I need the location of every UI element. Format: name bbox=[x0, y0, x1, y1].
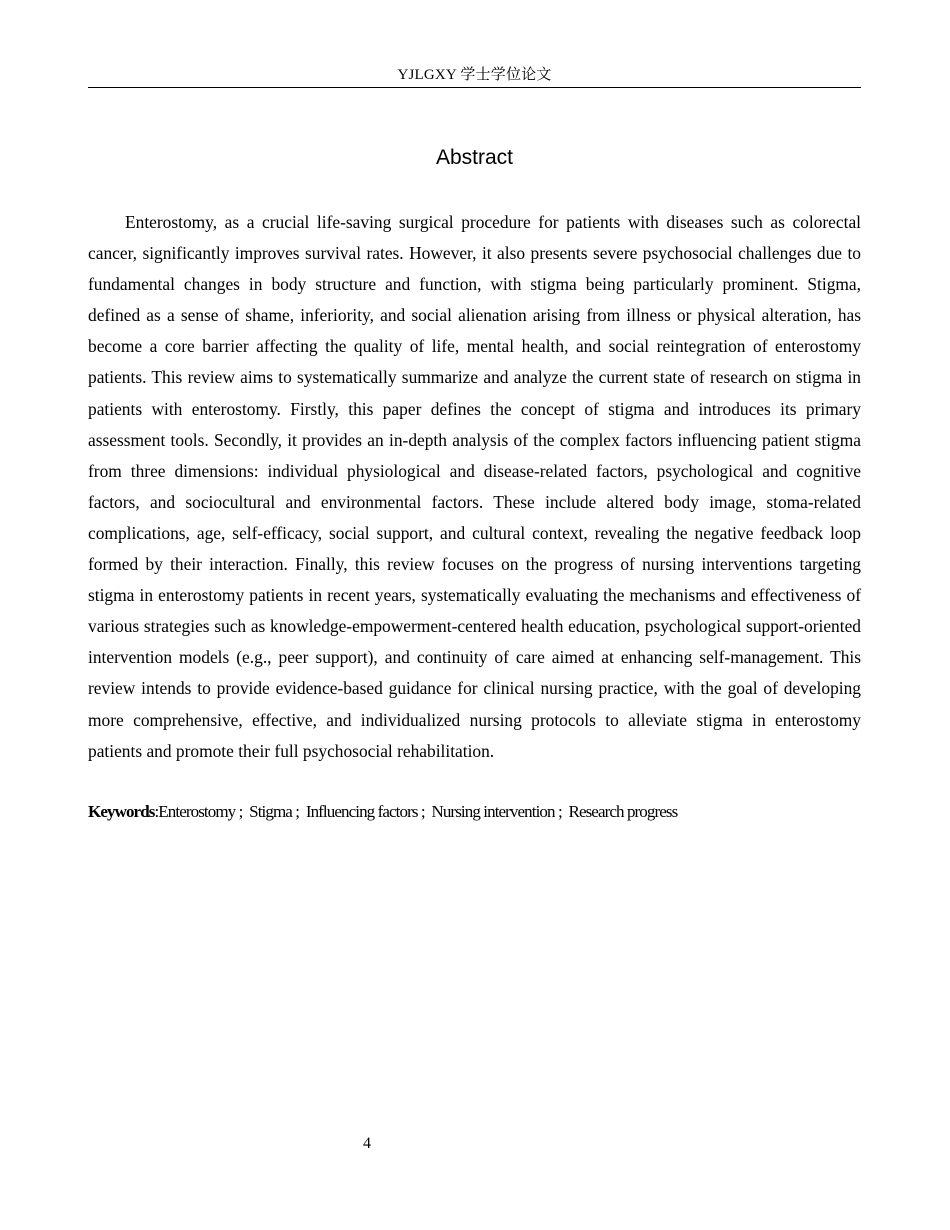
page-number: 4 bbox=[363, 1135, 371, 1152]
keyword-item: Nursing intervention ; bbox=[431, 802, 568, 821]
header-divider bbox=[88, 87, 861, 88]
keyword-item: Influencing factors ; bbox=[306, 802, 432, 821]
keyword-item: Enterostomy ; bbox=[158, 802, 249, 821]
keyword-item: Research progress bbox=[568, 802, 678, 821]
abstract-body: Enterostomy, as a crucial life-saving surgical procedure for patients with diseases such as colorectal cancer, significantly improves survival rates. However, it also presents severe psychosocial challenges due to fundamental changes in body structure and function, with stigma being particularly prominent. Stigma, defined as a sense of shame, inferiority, and social alienation arising from illness or physical alteration, has become a core barrier affecting the quality of life, mental health, and social reintegration of enterostomy patients. This review aims to systematically summarize and analyze the current state of research on stigma in patients with enterostomy. Firstly, this paper defines the concept of stigma and introduces its primary assessment tools. Secondly, it provides an in-depth analysis of the complex factors influencing patient stigma from three dimensions: individual physiological and disease-related factors, psychological and cognitive factors, and sociocultural and environmental factors. These include altered body image, stoma-related complications, age, self-efficacy, social support, and cultural context, revealing the negative feedback loop formed by their interaction. Finally, this review focuses on the progress of nursing interventions targeting stigma in enterostomy patients in recent years, systematically evaluating the mechanisms and effectiveness of various strategies such as knowledge-empowerment-centered health education, psychological support-oriented intervention models (e.g., peer support), and continuity of care aimed at enhancing self-management. This review intends to provide evidence-based guidance for clinical nursing practice, with the goal of developing more comprehensive, effective, and individualized nursing protocols to alleviate stigma in enterostomy patients and promote their full psychosocial rehabilitation. bbox=[88, 212, 861, 761]
abstract-title: Abstract bbox=[435, 146, 514, 169]
keywords-line bbox=[88, 799, 861, 825]
keyword-item: Stigma ; bbox=[249, 802, 306, 821]
keywords-label: Keywords bbox=[88, 802, 155, 821]
keywords-separator: : bbox=[154, 802, 159, 821]
running-header: YJLGXY 学士学位论文 bbox=[397, 67, 552, 83]
